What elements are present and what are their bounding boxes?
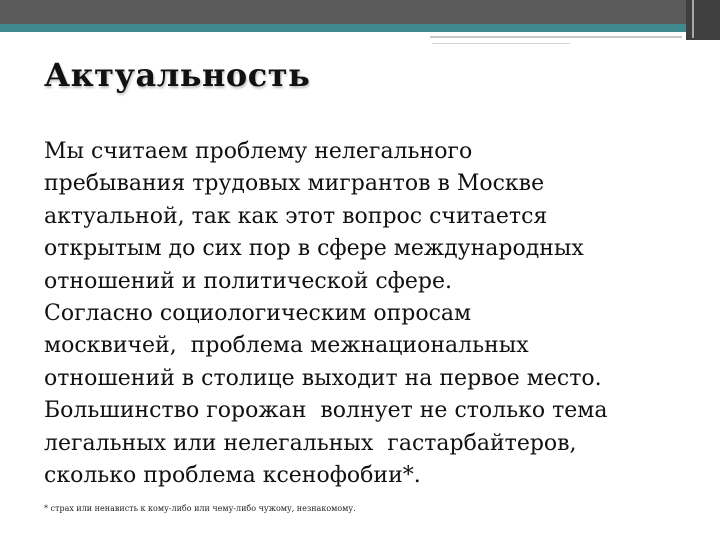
body-line: пребывания трудовых мигрантов в Москве: [44, 171, 545, 197]
body-line: Согласно социологическим опросам: [44, 301, 472, 327]
body-line: Мы считаем проблему нелегального: [44, 139, 473, 164]
body-line: сколько проблема ксенофобии*.: [44, 463, 421, 489]
decorative-rule: [430, 36, 682, 38]
accent-stripe: [0, 24, 720, 32]
slide-body: [44, 136, 684, 492]
body-line: Большинство горожан волнует не столько тема: [44, 398, 608, 424]
footnote: * страх или ненависть к кому-либо или чему-либо чужому, незнакомому.: [44, 504, 356, 513]
decorative-rule-thin: [432, 43, 570, 44]
body-line: москвичей, проблема межнациональных: [44, 333, 529, 359]
header-bar: [0, 0, 720, 24]
body-line: отношений в столице выходит на первое место.: [44, 365, 602, 391]
body-line: отношений и политической сфере.: [44, 268, 453, 294]
corner-ribbon: [686, 0, 720, 40]
body-line: открытым до сих пор в сфере международных: [44, 236, 584, 262]
body-line: актуальной, так как этот вопрос считается: [44, 203, 548, 229]
slide-title: Актуальность: [44, 56, 311, 94]
body-line: легальных или нелегальных гастарбайтеров,: [44, 430, 577, 456]
